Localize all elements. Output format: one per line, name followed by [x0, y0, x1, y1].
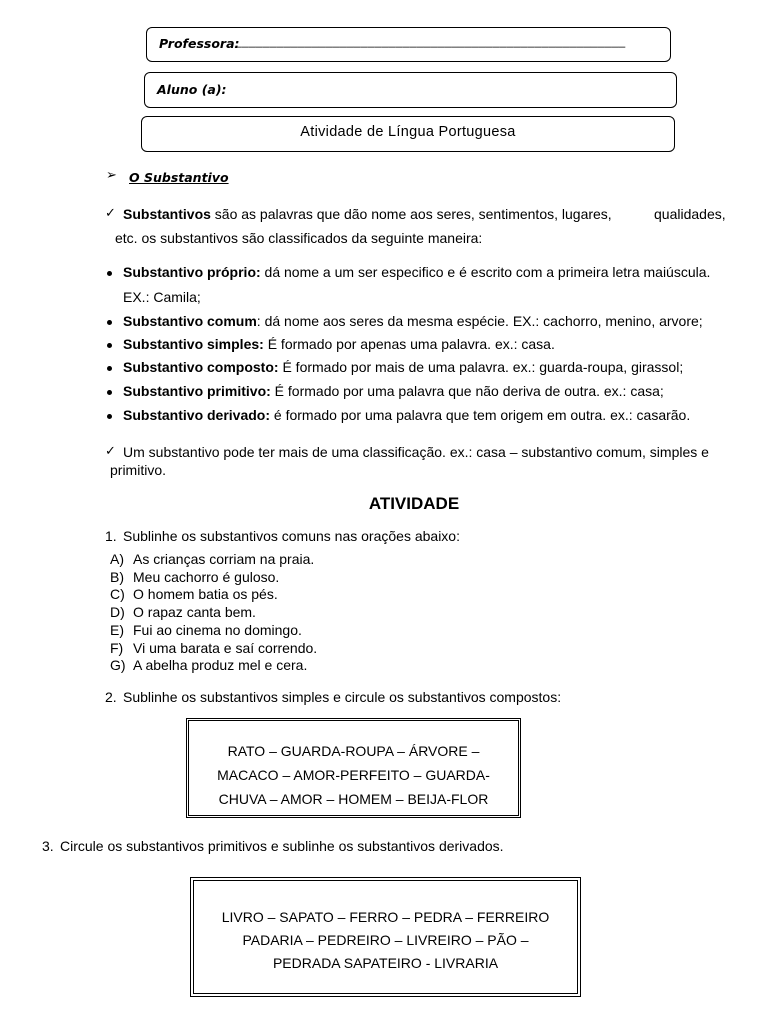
note-line-1: Um substantivo pode ter mais de uma classificação. ex.: casa – substantivo comum, simples e [123, 444, 709, 460]
intro-bold: Substantivos [123, 206, 211, 222]
aluno-box [144, 72, 677, 108]
type-item-proprio-cont: EX.: Camila; [123, 289, 201, 305]
q1-item-letter: A) [110, 551, 124, 567]
q2-box-line: RATO – GUARDA-ROUPA – ÁRVORE – [227, 743, 480, 759]
q1-text: Sublinhe os substantivos comuns nas orações abaixo: [123, 528, 460, 544]
type-label: Substantivo composto: [123, 359, 279, 375]
aluno-label: Aluno (a): [157, 82, 227, 97]
bullet-icon [107, 320, 112, 325]
professora-label: Professora: [159, 36, 240, 51]
section-title: O Substantivo [129, 170, 229, 185]
q1-item-text: Meu cachorro é guloso. [133, 569, 280, 585]
type-item-primitivo [123, 383, 664, 399]
q1-item-text: A abelha produz mel e cera. [133, 657, 308, 673]
note-line-2: primitivo. [110, 462, 167, 478]
q1-item-letter: G) [110, 657, 126, 673]
q1-item-letter: D) [110, 604, 125, 620]
type-item-derivado [123, 407, 690, 423]
q3-box-line: PADARIA – PEDREIRO – LIVREIRO – PÃO – [242, 932, 529, 948]
type-item-comum [123, 313, 703, 329]
q2-number: 2. [105, 689, 117, 705]
check-icon: ✓ [105, 206, 116, 221]
q1-item-letter: F) [110, 640, 124, 656]
q1-item-text: Fui ao cinema no domingo. [133, 622, 302, 638]
intro-text: são as palavras que dão nome aos seres, sentimentos, lugares, [210, 206, 612, 222]
q1-item-text: O rapaz canta bem. [133, 604, 256, 620]
q1-item-text: O homem batia os pés. [133, 586, 278, 602]
bullet-icon [107, 366, 112, 371]
bullet-icon [107, 390, 112, 395]
q1-item-letter: E) [110, 622, 124, 638]
activity-heading: ATIVIDADE [368, 494, 460, 513]
type-desc: É formado por mais de uma palavra. ex.: guarda-roupa, girassol; [278, 359, 684, 375]
q2-box-line: CHUVA – AMOR – HOMEM – BEIJA-FLOR [218, 791, 489, 807]
type-desc: é formado por uma palavra que tem origem em outra. ex.: casarão. [270, 407, 691, 423]
q1-item-letter: B) [110, 569, 124, 585]
bullet-icon [107, 343, 112, 348]
arrow-bullet-icon: ➢ [106, 168, 117, 183]
q3-text: Circule os substantivos primitivos e sublinhe os substantivos derivados. [60, 838, 504, 854]
q1-item-letter: C) [110, 586, 125, 602]
type-label: Substantivo primitivo: [123, 383, 271, 399]
q3-word-box [190, 877, 581, 997]
q2-word-box [186, 718, 521, 818]
activity-title-box [141, 116, 675, 152]
q3-box-line: PEDRADA SAPATEIRO - LIVRARIA [272, 955, 499, 971]
type-item-proprio [123, 264, 710, 280]
type-desc: É formado por uma palavra que não deriva de outra. ex.: casa; [270, 383, 664, 399]
type-item-composto [123, 359, 683, 375]
check-icon: ✓ [105, 444, 116, 459]
type-label: Substantivo derivado: [123, 407, 271, 423]
type-desc: dá nome a um ser especifico e é escrito com a primeira letra maiúscula. [260, 264, 711, 280]
type-label: Substantivo próprio: [123, 264, 261, 280]
bullet-icon [107, 271, 112, 276]
intro-text-qualidades: qualidades, [654, 206, 726, 222]
activity-title: Atividade de Língua Portuguesa [300, 124, 516, 140]
q1-item-text: As crianças corriam na praia. [133, 551, 315, 567]
bullet-icon [107, 414, 112, 419]
intro-line-2: etc. os substantivos são classificados da seguinte maneira: [115, 230, 483, 246]
q1-item-text: Vi uma barata e saí correndo. [133, 640, 318, 656]
q2-box-line: MACACO – AMOR-PERFEITO – GUARDA- [217, 767, 490, 783]
professora-blank: ________________________________________________________ [235, 34, 626, 48]
type-desc: : dá nome aos seres da mesma espécie. EX.: cachorro, menino, arvore; [256, 313, 703, 329]
q3-box-line: LIVRO – SAPATO – FERRO – PEDRA – FERREIRO [221, 909, 550, 925]
intro-line-1 [123, 206, 612, 222]
type-item-simples [123, 336, 555, 352]
q3-number: 3. [42, 838, 54, 854]
type-desc: É formado por apenas uma palavra. ex.: casa. [263, 336, 555, 352]
professora-box [146, 27, 671, 62]
q1-number: 1. [105, 528, 117, 544]
type-label: Substantivo comum [123, 313, 257, 329]
q2-text: Sublinhe os substantivos simples e circule os substantivos compostos: [123, 689, 562, 705]
type-label: Substantivo simples: [123, 336, 264, 352]
